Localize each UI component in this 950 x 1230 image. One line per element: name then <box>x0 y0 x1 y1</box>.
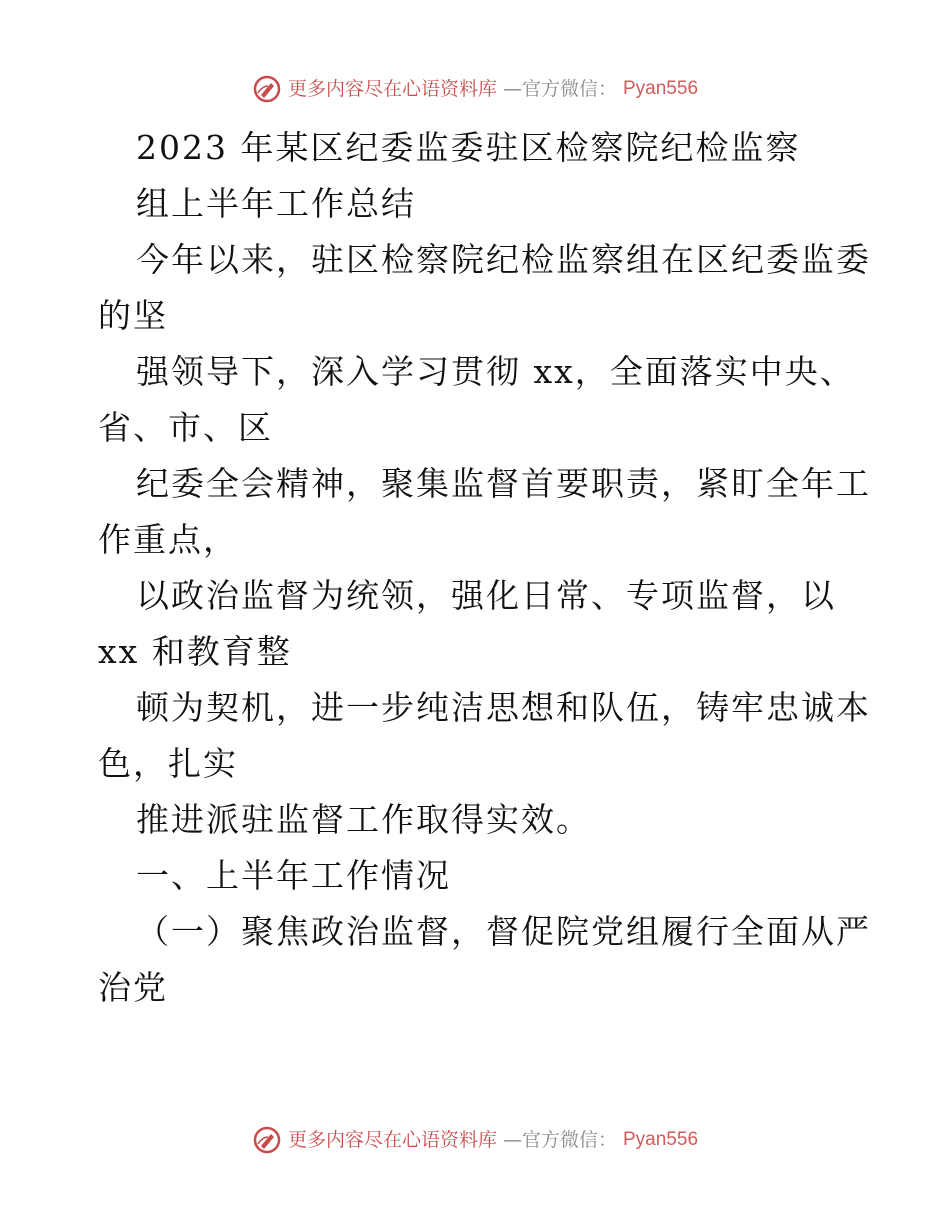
doc-paragraph-line: 的坚 <box>98 296 168 335</box>
doc-paragraph-line: 今年以来，驻区检察院纪检监察组在区纪委监委 <box>136 240 871 279</box>
doc-title-line-1: 2023 年某区纪委监委驻区检察院纪检监察 <box>136 128 801 167</box>
pen-logo-icon <box>252 74 282 104</box>
doc-paragraph-line: 推进派驻监督工作取得实效。 <box>136 800 591 839</box>
doc-paragraph-line: 以政治监督为统领，强化日常、专项监督，以 <box>136 576 836 615</box>
watermark-main-text: 更多内容尽在心语资料库 <box>287 1129 497 1151</box>
doc-title-line-2: 组上半年工作总结 <box>136 184 416 223</box>
watermark-id-text: Pyan556 <box>623 78 699 99</box>
watermark-sub-text: —官方微信： <box>502 1129 617 1151</box>
doc-paragraph-line: 作重点， <box>98 520 238 559</box>
subsection-heading: （一）聚焦政治监督，督促院党组履行全面从严 <box>136 912 871 951</box>
doc-paragraph-line: 色，扎实 <box>98 744 238 783</box>
doc-paragraph-line: 纪委全会精神，聚集监督首要职责，紧盯全年工 <box>136 464 871 503</box>
section-heading: 一、上半年工作情况 <box>136 856 451 895</box>
doc-paragraph-line: 省、市、区 <box>98 408 273 447</box>
watermark-id-text: Pyan556 <box>623 1129 699 1150</box>
watermark-main-text: 更多内容尽在心语资料库 <box>287 78 497 100</box>
subsection-heading-continued: 治党 <box>98 968 168 1007</box>
watermark-sub-text: —官方微信： <box>502 78 617 100</box>
header-watermark <box>0 72 950 106</box>
doc-paragraph-line: 强领导下，深入学习贯彻 xx，全面落实中央、 <box>136 352 855 391</box>
doc-paragraph-line: 顿为契机，进一步纯洁思想和队伍，铸牢忠诚本 <box>136 688 871 727</box>
document-body <box>98 120 871 1016</box>
doc-paragraph-line: xx 和教育整 <box>98 632 292 671</box>
pen-logo-icon <box>252 1125 282 1155</box>
footer-watermark <box>0 1123 950 1157</box>
